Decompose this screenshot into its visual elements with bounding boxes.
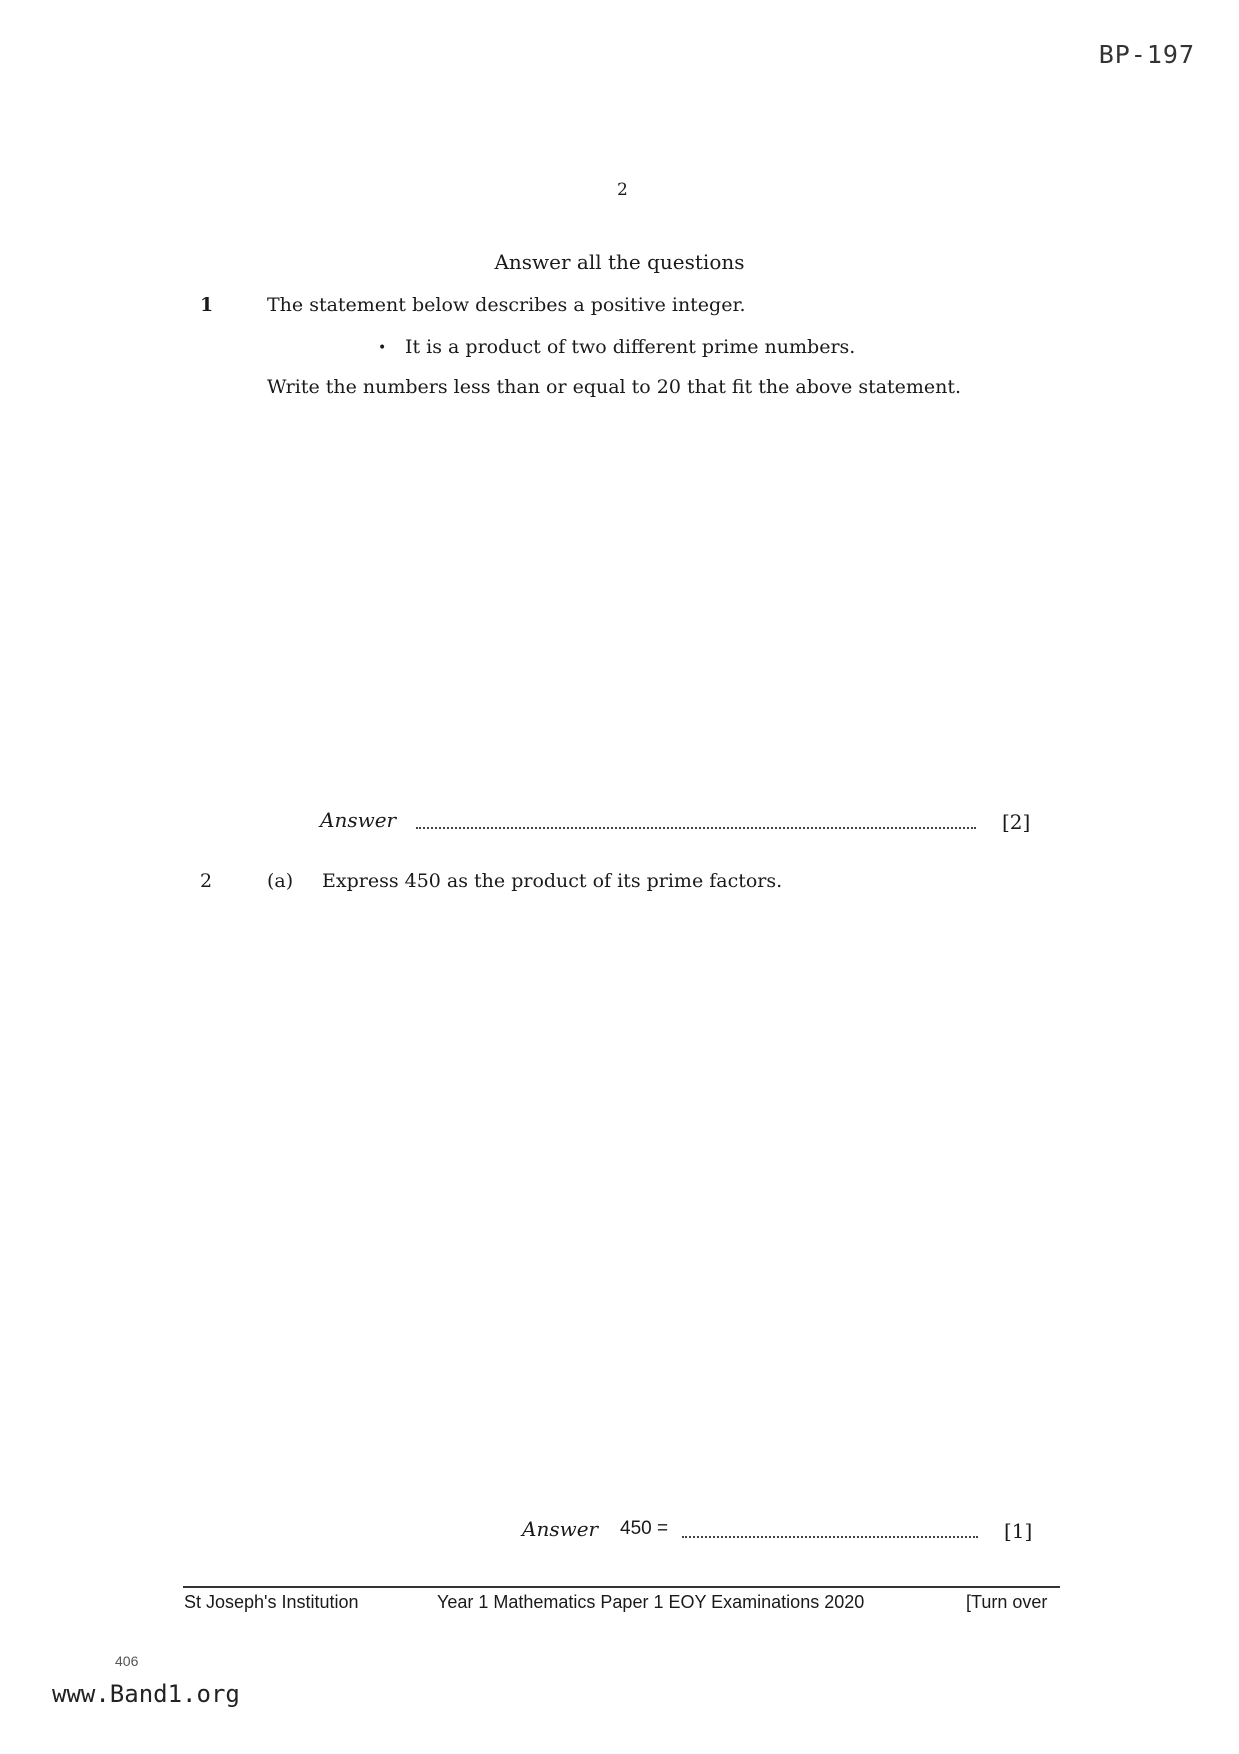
question-2-number: 2 bbox=[200, 870, 213, 892]
question-2-marks: [1] bbox=[1004, 1519, 1033, 1543]
question-2-answer-line[interactable] bbox=[682, 1536, 978, 1538]
document-code: BP-197 bbox=[1098, 40, 1195, 69]
bullet-dot: • bbox=[378, 340, 387, 356]
bottom-page-mark: 406 bbox=[115, 1653, 139, 1669]
page-number: 2 bbox=[617, 180, 628, 200]
question-1-intro: The statement below describes a positive integer. bbox=[267, 294, 746, 316]
section-heading: Answer all the questions bbox=[494, 250, 745, 274]
question-1-bullet: It is a product of two different prime numbers. bbox=[405, 336, 856, 358]
question-1-marks: [2] bbox=[1002, 810, 1031, 834]
footer-rule bbox=[183, 1586, 1060, 1588]
question-1-answer-line[interactable] bbox=[416, 827, 976, 829]
footer-school: St Joseph's Institution bbox=[184, 1592, 359, 1612]
question-2-text: Express 450 as the product of its prime factors. bbox=[322, 870, 783, 892]
question-1-number: 1 bbox=[200, 294, 214, 316]
footer-turn-over: [Turn over bbox=[966, 1592, 1048, 1612]
website-watermark: www.Band1.org bbox=[52, 1680, 240, 1708]
question-2-answer-prefix: 450 = bbox=[620, 1518, 669, 1539]
question-2-part: (a) bbox=[267, 870, 294, 892]
footer-exam-title: Year 1 Mathematics Paper 1 EOY Examinations 2020 bbox=[437, 1592, 865, 1612]
question-1-answer-label: Answer bbox=[320, 808, 397, 832]
question-2-answer-label: Answer bbox=[522, 1517, 599, 1541]
question-1-instruction: Write the numbers less than or equal to 20 that fit the above statement. bbox=[267, 376, 962, 398]
